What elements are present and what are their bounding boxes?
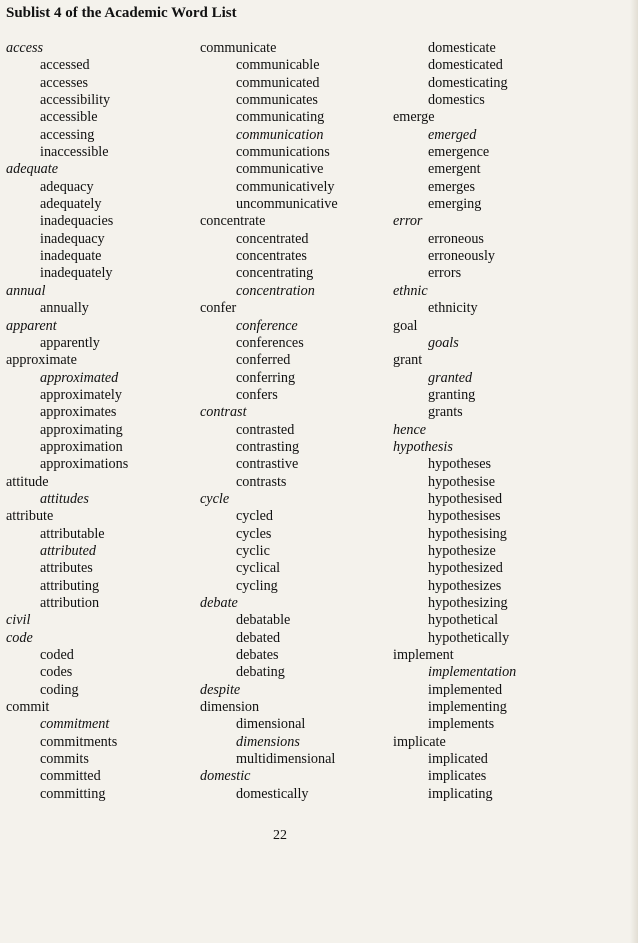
headword-entry: confer xyxy=(200,300,237,317)
derived-word-entry: debatable xyxy=(236,612,291,629)
derived-word-entry: concentration xyxy=(236,282,315,299)
derived-word-entry: approximates xyxy=(40,404,117,421)
word-column-3 xyxy=(393,40,516,803)
derived-word-entry: conferring xyxy=(236,369,296,386)
headword-entry: commit xyxy=(6,699,50,716)
derived-word-entry: communicated xyxy=(236,74,320,91)
derived-word-entry: debates xyxy=(236,647,279,664)
headword-entry: emerge xyxy=(393,109,435,126)
headword-entry: annual xyxy=(6,282,46,299)
derived-word-entry: erroneous xyxy=(428,230,484,247)
derived-word-entry: uncommunicative xyxy=(236,196,338,213)
derived-word-entry: conferences xyxy=(236,334,304,351)
derived-word-entry: concentrating xyxy=(236,265,314,282)
headword-entry: dimension xyxy=(200,699,260,716)
headword-entry: cycle xyxy=(200,490,230,507)
derived-word-entry: emerges xyxy=(428,178,476,195)
derived-word-entry: grants xyxy=(428,404,463,421)
headword-entry: contrast xyxy=(200,404,247,421)
derived-word-entry: attributed xyxy=(40,542,96,559)
derived-word-entry: domesticate xyxy=(428,40,496,56)
derived-word-entry: hypothesize xyxy=(428,542,496,559)
derived-word-entry: concentrates xyxy=(236,248,307,265)
derived-word-entry: approximating xyxy=(40,421,123,438)
derived-word-entry: cycled xyxy=(236,508,274,525)
derived-word-entry: hypothesised xyxy=(428,490,503,507)
derived-word-entry: conferred xyxy=(236,352,291,369)
derived-word-entry: hypotheses xyxy=(428,456,492,473)
headword-entry: debate xyxy=(200,595,238,611)
headword-entry: despite xyxy=(200,681,241,698)
derived-word-entry: goals xyxy=(428,334,459,351)
derived-word-entry: domestics xyxy=(428,92,485,109)
derived-word-entry: inadequacies xyxy=(40,213,114,230)
derived-word-entry: implicated xyxy=(428,751,488,768)
derived-word-entry: implemented xyxy=(428,681,503,698)
derived-word-entry: hypothesise xyxy=(428,473,495,490)
derived-word-entry: inaccessible xyxy=(40,144,109,161)
derived-word-entry: accessing xyxy=(40,126,95,143)
derived-word-entry: domestically xyxy=(236,785,309,802)
word-column-2 xyxy=(200,40,338,803)
headword-entry: apparent xyxy=(6,317,57,334)
derived-word-entry: coding xyxy=(40,681,79,698)
headword-entry: concentrate xyxy=(200,213,266,230)
derived-word-entry: committing xyxy=(40,785,106,802)
derived-word-entry: adequacy xyxy=(40,178,94,195)
headword-entry: attribute xyxy=(6,508,54,525)
derived-word-entry: hypothetical xyxy=(428,612,499,629)
derived-word-entry: ethnicity xyxy=(428,300,478,317)
derived-word-entry: implements xyxy=(428,716,495,733)
page-edge-shadow xyxy=(630,0,638,943)
derived-word-entry: inadequacy xyxy=(40,230,105,247)
page-title: Sublist 4 of the Academic Word List xyxy=(6,5,237,21)
headword-entry: approximate xyxy=(6,352,77,369)
derived-word-entry: contrasting xyxy=(236,438,300,455)
derived-word-entry: approximation xyxy=(40,438,123,455)
derived-word-entry: hypothesising xyxy=(428,525,507,542)
derived-word-entry: cycling xyxy=(236,577,278,594)
derived-word-entry: cyclical xyxy=(236,560,281,577)
derived-word-entry: debating xyxy=(236,664,285,681)
derived-word-entry: confers xyxy=(236,386,278,403)
derived-word-entry: approximated xyxy=(40,369,119,386)
derived-word-entry: hypothetically xyxy=(428,629,510,646)
derived-word-entry: coded xyxy=(40,647,74,664)
headword-entry: attitude xyxy=(6,473,49,490)
derived-word-entry: granting xyxy=(428,386,476,403)
derived-word-entry: apparently xyxy=(40,334,100,351)
derived-word-entry: multidimensional xyxy=(236,751,336,768)
derived-word-entry: concentrated xyxy=(236,230,309,247)
derived-word-entry: attribution xyxy=(40,595,100,611)
derived-word-entry: implementation xyxy=(428,664,517,681)
headword-entry: civil xyxy=(6,612,31,629)
derived-word-entry: implicating xyxy=(428,785,493,802)
word-column-1 xyxy=(6,40,128,803)
derived-word-entry: adequately xyxy=(40,196,102,213)
headword-entry: hence xyxy=(393,421,427,438)
derived-word-entry: errors xyxy=(428,265,462,282)
derived-word-entry: accessible xyxy=(40,109,98,126)
headword-entry: domestic xyxy=(200,768,251,785)
page-number: 22 xyxy=(273,828,287,843)
derived-word-entry: emerged xyxy=(428,126,477,143)
derived-word-entry: conference xyxy=(236,317,298,334)
headword-entry: goal xyxy=(393,317,418,334)
derived-word-entry: commitment xyxy=(40,716,110,733)
headword-entry: hypothesis xyxy=(393,438,453,455)
derived-word-entry: communicating xyxy=(236,109,325,126)
derived-word-entry: domesticating xyxy=(428,74,508,91)
derived-word-entry: contrasted xyxy=(236,421,295,438)
headword-entry: grant xyxy=(393,352,423,369)
derived-word-entry: approximations xyxy=(40,456,129,473)
headword-entry: adequate xyxy=(6,161,59,178)
derived-word-entry: approximately xyxy=(40,386,122,403)
derived-word-entry: debated xyxy=(236,629,281,646)
derived-word-entry: cycles xyxy=(236,525,272,542)
derived-word-entry: dimensional xyxy=(236,716,306,733)
derived-word-entry: hypothesises xyxy=(428,508,501,525)
headword-entry: communicate xyxy=(200,40,277,56)
derived-word-entry: attributes xyxy=(40,560,93,577)
derived-word-entry: communicable xyxy=(236,57,320,74)
derived-word-entry: codes xyxy=(40,664,73,681)
derived-word-entry: attributing xyxy=(40,577,100,594)
derived-word-entry: hypothesized xyxy=(428,560,503,577)
derived-word-entry: hypothesizes xyxy=(428,577,502,594)
derived-word-entry: emerging xyxy=(428,196,482,213)
derived-word-entry: accessibility xyxy=(40,92,111,109)
derived-word-entry: emergence xyxy=(428,144,490,161)
derived-word-entry: emergent xyxy=(428,161,481,178)
headword-entry: implicate xyxy=(393,733,446,750)
derived-word-entry: communicative xyxy=(236,161,324,178)
derived-word-entry: commits xyxy=(40,751,89,768)
derived-word-entry: cyclic xyxy=(236,542,270,559)
derived-word-entry: communicates xyxy=(236,92,318,109)
derived-word-entry: contrastive xyxy=(236,456,299,473)
headword-entry: ethnic xyxy=(393,282,428,299)
headword-entry: error xyxy=(393,213,423,230)
derived-word-entry: implementing xyxy=(428,699,507,716)
derived-word-entry: commitments xyxy=(40,733,118,750)
derived-word-entry: accesses xyxy=(40,74,89,91)
derived-word-entry: committed xyxy=(40,768,101,785)
derived-word-entry: granted xyxy=(428,369,473,386)
derived-word-entry: attitudes xyxy=(40,490,89,507)
derived-word-entry: attributable xyxy=(40,525,105,542)
derived-word-entry: domesticated xyxy=(428,57,503,74)
derived-word-entry: inadequate xyxy=(40,248,102,265)
derived-word-entry: hypothesizing xyxy=(428,595,508,611)
derived-word-entry: dimensions xyxy=(236,733,300,750)
derived-word-entry: accessed xyxy=(40,57,90,74)
headword-entry: implement xyxy=(393,647,454,664)
derived-word-entry: erroneously xyxy=(428,248,495,265)
derived-word-entry: communications xyxy=(236,144,330,161)
derived-word-entry: communicatively xyxy=(236,178,335,195)
derived-word-entry: contrasts xyxy=(236,473,287,490)
derived-word-entry: communication xyxy=(236,126,324,143)
headword-entry: access xyxy=(6,40,44,56)
derived-word-entry: inadequately xyxy=(40,265,113,282)
derived-word-entry: implicates xyxy=(428,768,487,785)
headword-entry: code xyxy=(6,629,33,646)
derived-word-entry: annually xyxy=(40,300,89,317)
